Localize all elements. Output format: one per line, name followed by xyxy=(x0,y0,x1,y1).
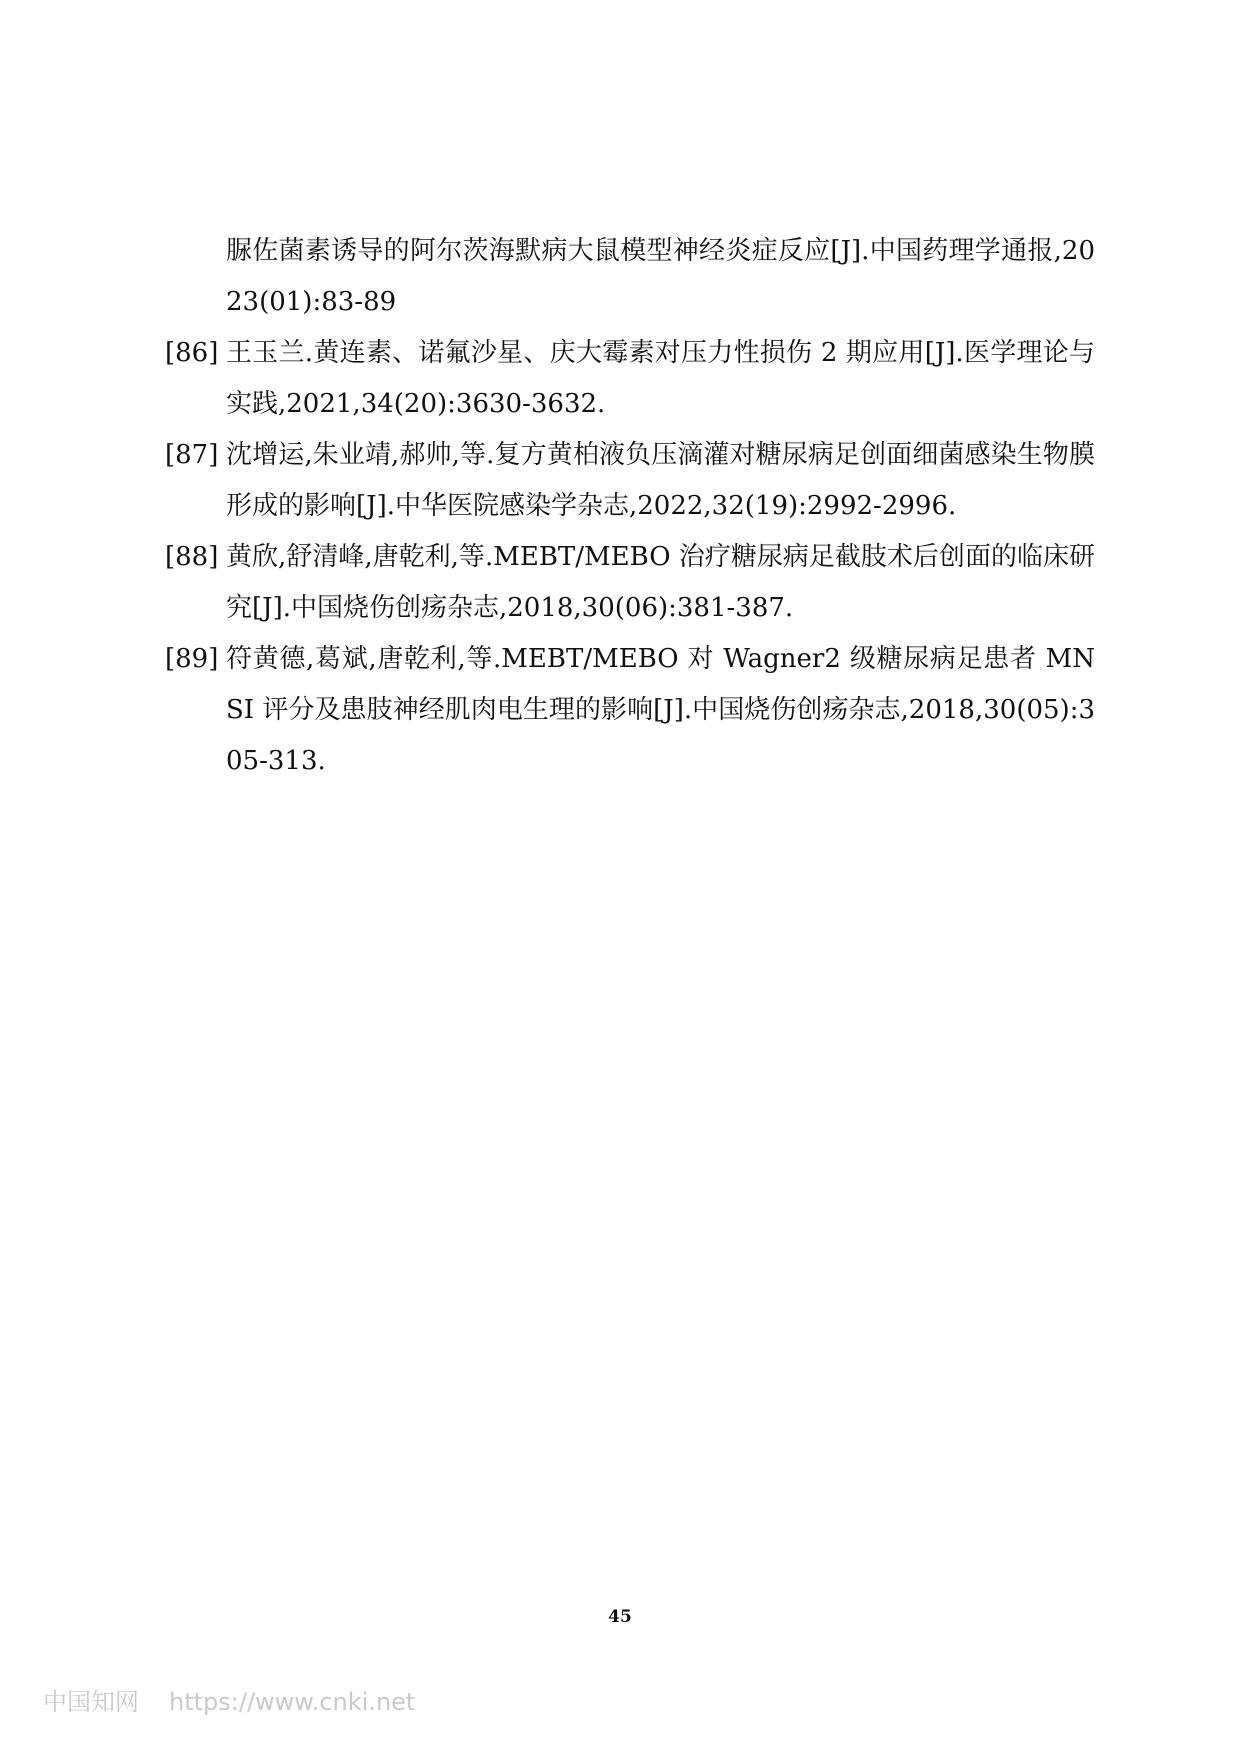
reference-entry xyxy=(165,226,1095,328)
reference-text: 脲佐菌素诱导的阿尔茨海默病大鼠模型神经炎症反应[J].中国药理学通报,2023(01):83-89 xyxy=(226,236,1095,317)
page-number: 45 xyxy=(608,1607,632,1627)
reference-entry xyxy=(165,532,1095,634)
reference-text: 符黄德,葛斌,唐乾利,等.MEBT/MEBO 对 Wagner2 级糖尿病足患者 MNSI 评分及患肢神经肌肉电生理的影响[J].中国烧伤创疡杂志,2018,30(05):305-313. xyxy=(226,644,1095,776)
reference-number: [86] xyxy=(165,338,219,368)
reference-text: 王玉兰.黄连素、诺氟沙星、庆大霉素对压力性损伤 2 期应用[J].医学理论与实践,2021,34(20):3630-3632. xyxy=(226,338,1095,419)
reference-list xyxy=(165,226,1095,787)
watermark-url: https://www.cnki.net xyxy=(169,1688,416,1716)
reference-number: [88] xyxy=(165,542,219,572)
reference-text: 沈增运,朱业靖,郝帅,等.复方黄柏液负压滴灌对糖尿病足创面细菌感染生物膜形成的影响[J].中华医院感染学杂志,2022,32(19):2992-2996. xyxy=(226,440,1095,521)
watermark-brand: 中国知网 xyxy=(43,1688,139,1716)
reference-entry xyxy=(165,430,1095,532)
reference-text: 黄欣,舒清峰,唐乾利,等.MEBT/MEBO 治疗糖尿病足截肢术后创面的临床研究[J].中国烧伤创疡杂志,2018,30(06):381-387. xyxy=(226,542,1095,623)
reference-entry xyxy=(165,328,1095,430)
cnki-watermark xyxy=(43,1682,415,1717)
reference-entry xyxy=(165,634,1095,787)
reference-number: [89] xyxy=(165,644,219,674)
reference-number: [87] xyxy=(165,440,219,470)
